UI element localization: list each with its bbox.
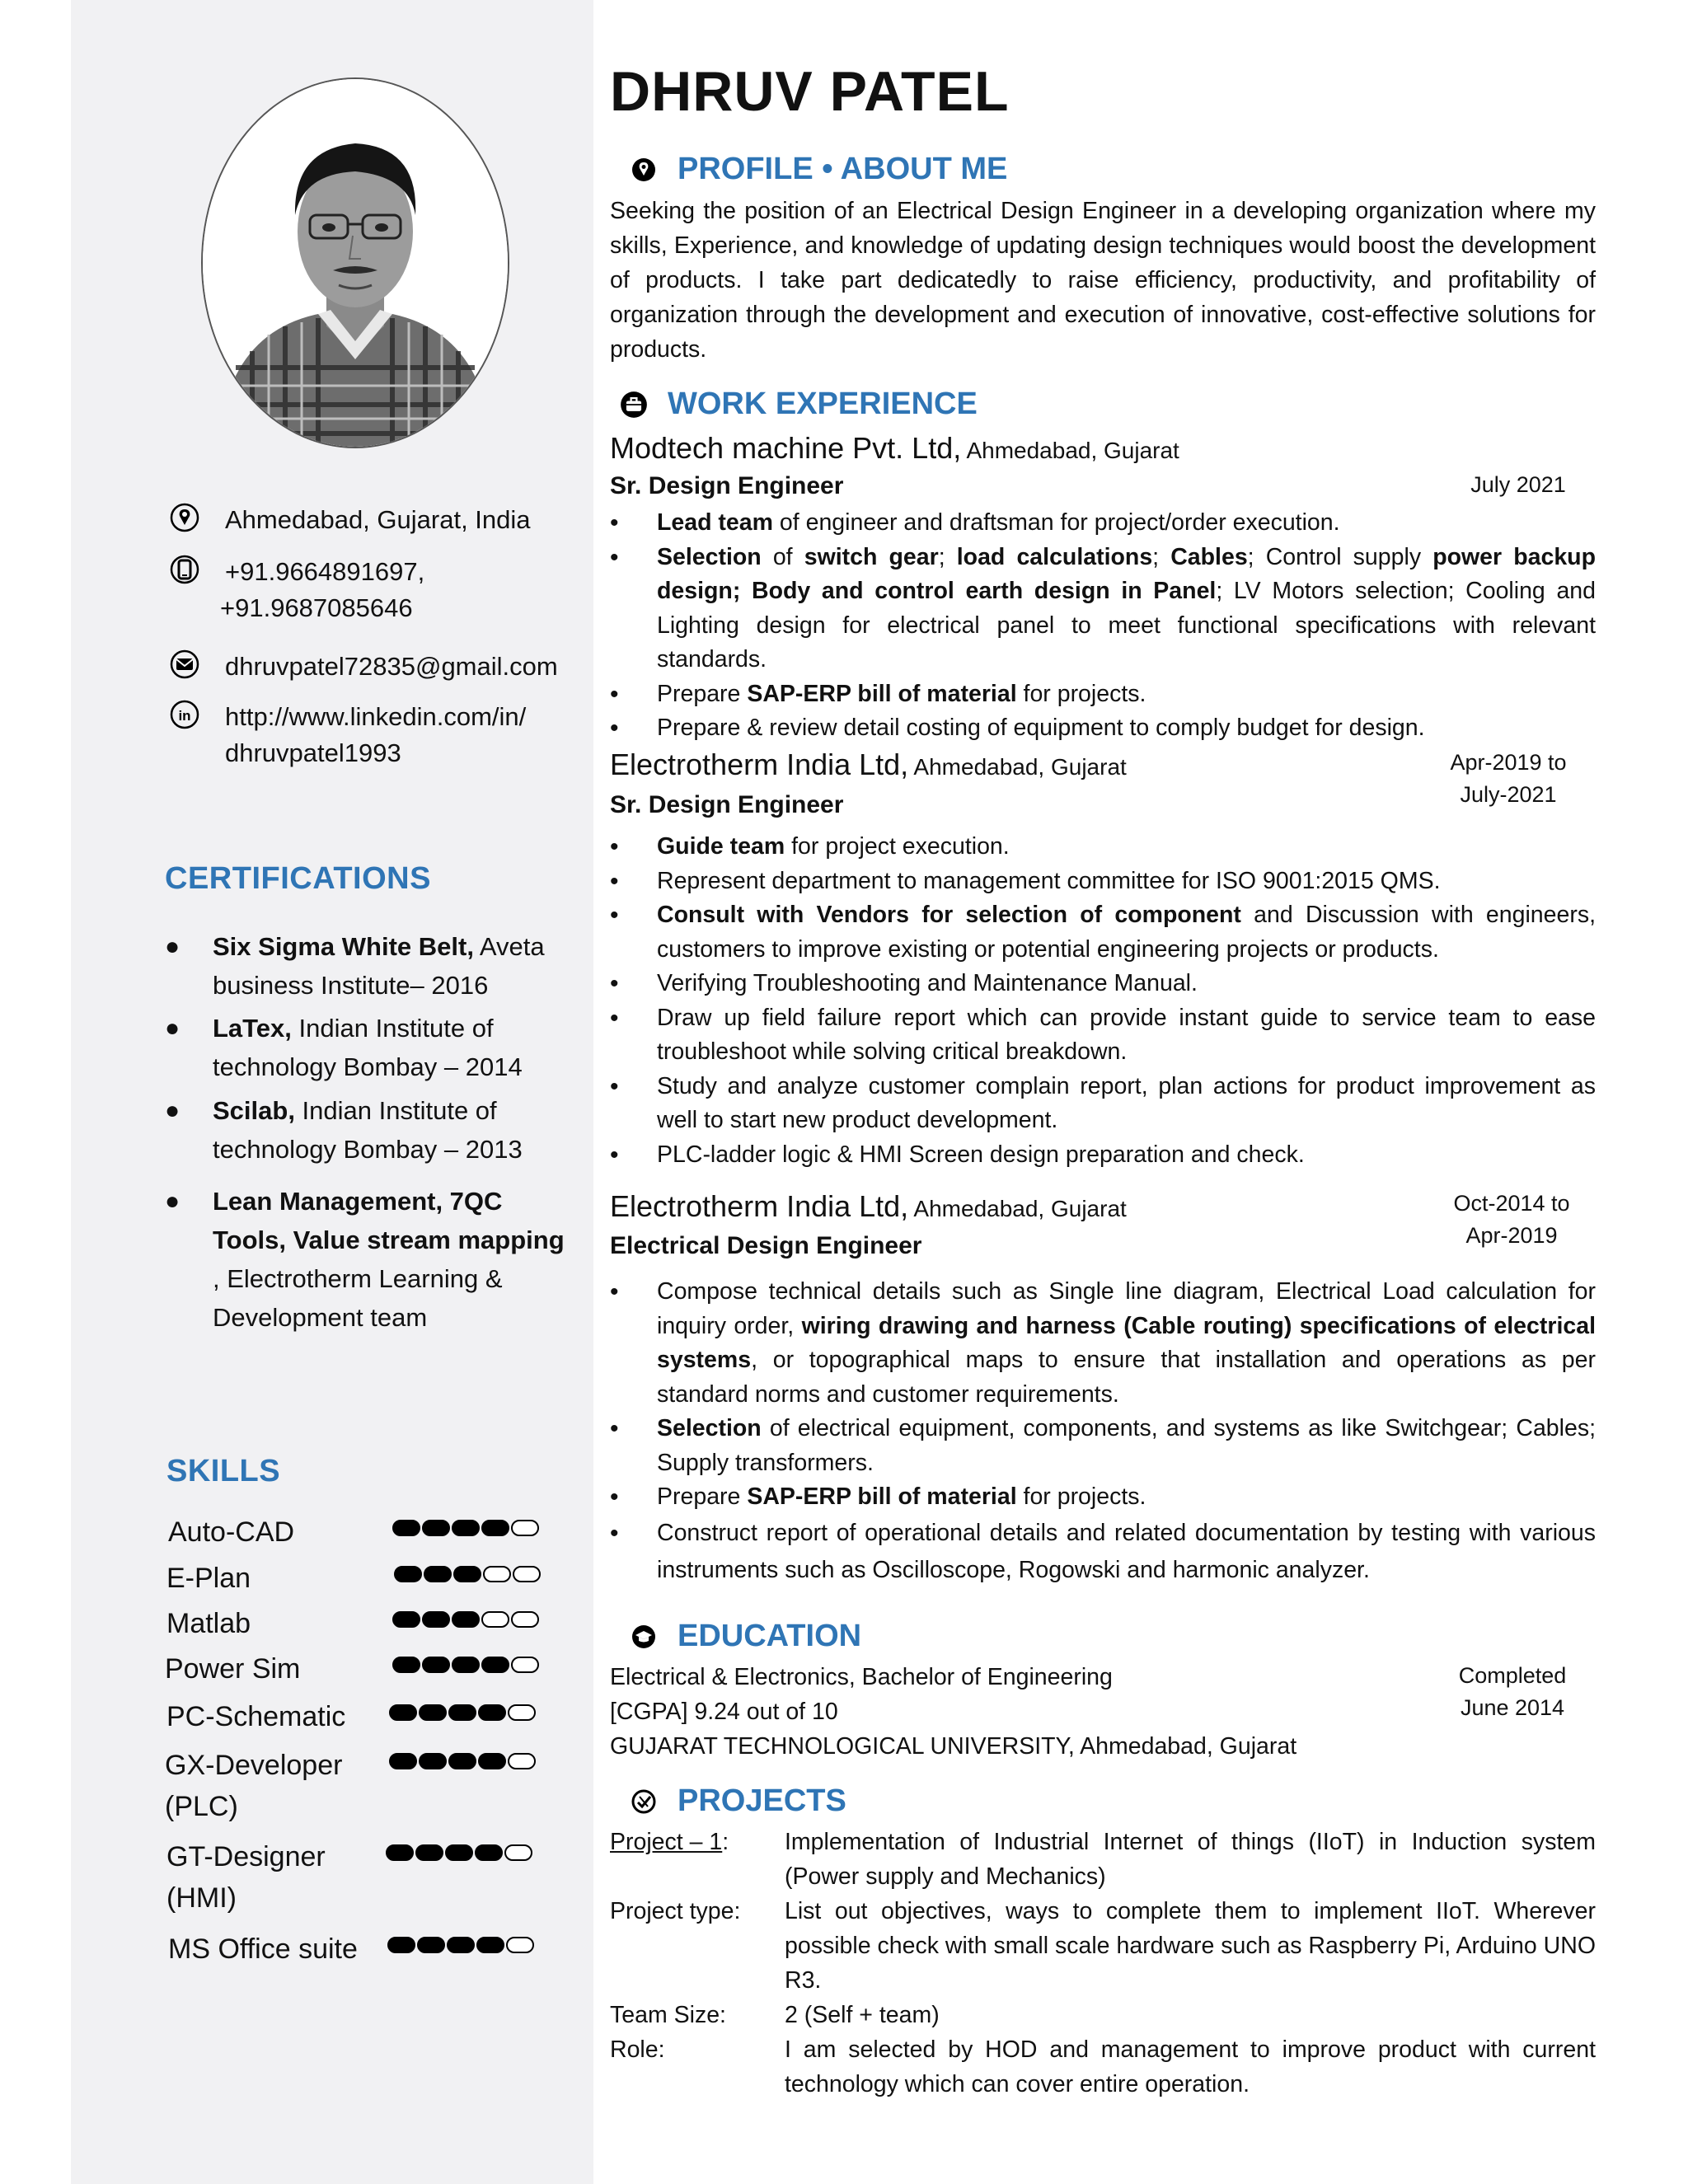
skill-rating	[389, 1704, 536, 1721]
job-date-start: Oct-2014 to	[1453, 1191, 1570, 1216]
list-item: • Prepare & review detail costing of equipment to comply budget for design.	[610, 711, 1596, 746]
rating-pill-empty	[511, 1657, 539, 1673]
list-item: • Consult with Vendors for selection of component and Discussion with engineers, customers to improve existing or potential engineering projects or products.	[610, 898, 1596, 967]
skill-rating	[392, 1611, 539, 1628]
list-item: • Prepare SAP-ERP bill of material for projects.	[610, 677, 1596, 712]
rating-pill-empty	[511, 1520, 539, 1536]
bullet: ●	[165, 1188, 181, 1215]
company-name: Electrotherm India Ltd,	[610, 1189, 909, 1223]
cert-detail: Indian Institute of technology Bombay – 2014	[213, 1014, 523, 1081]
rating-pill-filled	[452, 1520, 480, 1536]
phone-primary[interactable]: +91.9664891697,	[225, 557, 425, 586]
projects-icon	[631, 1789, 656, 1814]
rating-pill-empty	[483, 1566, 511, 1582]
projects-heading	[631, 1783, 846, 1819]
rating-pill-filled	[422, 1611, 450, 1628]
rating-pill-filled	[389, 1704, 417, 1721]
contact-phone	[169, 554, 424, 626]
rating-pill-filled	[447, 1937, 475, 1953]
rating-pill-filled	[392, 1657, 420, 1673]
job-date-end: July-2021	[1460, 782, 1557, 807]
phone-secondary[interactable]: +91.9687085646	[220, 593, 413, 622]
education-date-value: June 2014	[1460, 1695, 1565, 1720]
job-date-end: Apr-2019	[1465, 1223, 1558, 1248]
cert-title: Lean Management, 7QC Tools, Value stream mapping	[213, 1187, 565, 1254]
list-item: • Compose technical details such as Single line diagram, Electrical Load calculation for inquiry order, wiring drawing and harness (Cable routing) specifications of electrical systems, or topographical maps to ensure that installation and operations as per standard norms and customer requirements.	[610, 1275, 1596, 1412]
education-university: GUJARAT TECHNOLOGICAL UNIVERSITY, Ahmedabad, Gujarat	[610, 1733, 1297, 1760]
svg-text:in: in	[178, 708, 191, 724]
job-date	[1434, 747, 1582, 811]
job-date-start: Apr-2019 to	[1450, 750, 1567, 775]
project-label-colon: :	[722, 1829, 729, 1855]
location-pin-icon	[169, 502, 200, 533]
skill-rating	[389, 1753, 536, 1769]
job-date: July 2021	[1470, 472, 1566, 497]
job-bullets	[610, 1275, 1596, 1589]
job-role: Sr. Design Engineer	[610, 472, 844, 499]
education-status: Completed	[1458, 1663, 1567, 1688]
education-heading	[631, 1619, 861, 1654]
education-degree: Electrical & Electronics, Bachelor of Engineering	[610, 1664, 1113, 1690]
rating-pill-empty	[481, 1611, 509, 1628]
briefcase-icon	[620, 391, 648, 419]
rating-pill-filled	[415, 1844, 443, 1861]
education-cgpa: [CGPA] 9.24 out of 10	[610, 1699, 838, 1725]
rating-pill-filled	[419, 1753, 447, 1769]
list-item: • Selection of electrical equipment, components, and systems as like Switchgear; Cables; Supply transformers.	[610, 1412, 1596, 1480]
company-location: Ahmedabad, Gujarat	[908, 1196, 1127, 1221]
skill-name: PC-Schematic	[166, 1701, 346, 1732]
rating-pill-filled	[422, 1657, 450, 1673]
cert-detail: Aveta business Institute– 2016	[213, 932, 545, 1000]
job-role: Sr. Design Engineer	[610, 791, 844, 818]
profile-icon	[631, 157, 656, 182]
rating-pill-filled	[422, 1520, 450, 1536]
job-date	[1437, 1188, 1586, 1252]
job-company	[610, 431, 1179, 466]
rating-pill-filled	[448, 1753, 476, 1769]
company-name: Modtech machine Pvt. Ltd,	[610, 431, 962, 465]
certifications-heading: CERTIFICATIONS	[165, 861, 431, 896]
project-title: Implementation of Industrial Internet of things (IIoT) in Induction system (Power supply and Mechanics)	[785, 1829, 1596, 1890]
role-value: I am selected by HOD and management to improve product with current technology which can cover entire operation.	[785, 2036, 1596, 2097]
education-date	[1438, 1660, 1587, 1724]
rating-pill-filled	[392, 1611, 420, 1628]
skill-name: GT-Designer (HMI)	[166, 1841, 326, 1914]
list-item: • Selection of switch gear; load calculations; Cables; Control supply power backup design; Body and control earth design in Panel; LV Motors selection; Cooling and Lighting design for electrical panel to meet functional specifications with relevant standards.	[610, 541, 1596, 677]
rating-pill-empty	[511, 1611, 539, 1628]
project-type-label: Project type:	[610, 1898, 741, 1924]
skill-rating	[394, 1566, 541, 1582]
rating-pill-filled	[417, 1937, 445, 1953]
rating-pill-filled	[389, 1753, 417, 1769]
role-label: Role:	[610, 2036, 665, 2063]
rating-pill-filled	[448, 1704, 476, 1721]
rating-pill-filled	[419, 1704, 447, 1721]
list-item: • Lead team of engineer and draftsman for project/order execution.	[610, 506, 1596, 541]
job-company	[610, 1189, 1127, 1224]
rating-pill-filled	[424, 1566, 452, 1582]
rating-pill-filled	[453, 1566, 481, 1582]
skill-name: GX-Developer (PLC)	[165, 1750, 343, 1822]
job-role: Electrical Design Engineer	[610, 1232, 922, 1259]
company-location: Ahmedabad, Gujarat	[961, 438, 1179, 463]
rating-pill-filled	[481, 1657, 509, 1673]
job-bullets	[610, 506, 1596, 746]
profile-text: Seeking the position of an Electrical Design Engineer in a developing organization where my skills, Experience, and knowledge of updating design techniques would boost the development of products. I take part dedicatedly to raise efficiency, productivity, and profitability of organization through the development and execution of innovative, cost-effective solutions for products.	[610, 198, 1596, 363]
job-company	[610, 748, 1127, 782]
project-label-text: Project – 1	[610, 1829, 723, 1855]
linkedin-url-line2[interactable]: dhruvpatel1993	[225, 738, 401, 767]
skill-name: MS Office suite	[168, 1933, 358, 1965]
skill-name: E-Plan	[166, 1563, 251, 1594]
project-type-value: List out objectives, ways to complete them to implement IIoT. Wherever possible check with small scale hardware such as Raspberry Pi, Arduino UNO R3.	[785, 1898, 1596, 1994]
job-bullets	[610, 830, 1596, 1172]
company-name: Electrotherm India Ltd,	[610, 748, 909, 781]
skill-rating	[392, 1520, 539, 1536]
bullet: ●	[165, 1097, 181, 1124]
cert-title: Scilab,	[213, 1096, 295, 1125]
list-item: • Construct report of operational details and related documentation by testing with various instruments such as Oscilloscope, Rogowski and harmonic analyzer.	[610, 1515, 1596, 1589]
contact-email	[169, 649, 558, 685]
company-location: Ahmedabad, Gujarat	[908, 754, 1127, 780]
skill-rating	[386, 1844, 532, 1861]
email-icon	[169, 649, 200, 680]
cert-detail: Indian Institute of technology Bombay – 2013	[213, 1096, 523, 1164]
projects-heading-text: PROJECTS	[678, 1783, 846, 1818]
cert-title: Six Sigma White Belt,	[213, 932, 474, 961]
rating-pill-filled	[478, 1753, 506, 1769]
education-heading-text: EDUCATION	[678, 1619, 862, 1653]
work-heading	[620, 387, 978, 422]
rating-pill-filled	[476, 1937, 504, 1953]
rating-pill-filled	[387, 1937, 415, 1953]
candidate-name: DHRUV PATEL	[610, 60, 1010, 123]
list-item: • Study and analyze customer complain report, plan actions for product improvement as well to start new product development.	[610, 1070, 1596, 1138]
linkedin-icon	[169, 699, 200, 730]
rating-pill-empty	[508, 1753, 536, 1769]
project-label	[610, 1825, 729, 1859]
skills-heading: SKILLS	[166, 1454, 281, 1488]
profile-heading	[631, 152, 1007, 187]
profile-heading-text: PROFILE • ABOUT ME	[678, 152, 1008, 186]
rating-pill-filled	[452, 1611, 480, 1628]
linkedin-url-line1[interactable]: http://www.linkedin.com/in/	[225, 702, 527, 731]
skill-rating	[392, 1657, 539, 1673]
cert-title: LaTex,	[213, 1014, 292, 1043]
location-text: Ahmedabad, Gujarat, India	[225, 505, 531, 534]
contact-linkedin	[169, 699, 526, 771]
phone-icon	[169, 554, 200, 585]
skill-name: Power Sim	[165, 1653, 301, 1685]
team-size-label: Team Size:	[610, 2002, 726, 2028]
work-heading-text: WORK EXPERIENCE	[668, 387, 978, 421]
email-text[interactable]: dhruvpatel72835@gmail.com	[225, 652, 558, 681]
bullet: ●	[165, 933, 181, 960]
rating-pill-filled	[478, 1704, 506, 1721]
skill-name: Matlab	[166, 1608, 251, 1639]
rating-pill-filled	[445, 1844, 473, 1861]
rating-pill-empty	[504, 1844, 532, 1861]
rating-pill-empty	[508, 1704, 536, 1721]
team-size-value: 2 (Self + team)	[785, 2002, 940, 2028]
skill-name: Auto-CAD	[168, 1516, 295, 1548]
cert-detail: , Electrotherm Learning & Development team	[213, 1264, 503, 1332]
rating-pill-empty	[506, 1937, 534, 1953]
rating-pill-empty	[513, 1566, 541, 1582]
list-item: • Verifying Troubleshooting and Maintenance Manual.	[610, 967, 1596, 1001]
rating-pill-filled	[394, 1566, 422, 1582]
rating-pill-filled	[452, 1657, 480, 1673]
skill-rating	[387, 1937, 534, 1953]
list-item: • PLC-ladder logic & HMI Screen design preparation and check.	[610, 1138, 1596, 1173]
list-item: • Represent department to management committee for ISO 9001:2015 QMS.	[610, 865, 1596, 899]
list-item: • Guide team for project execution.	[610, 830, 1596, 865]
rating-pill-filled	[386, 1844, 414, 1861]
list-item: • Prepare SAP-ERP bill of material for projects.	[610, 1480, 1596, 1515]
bullet: ●	[165, 1015, 181, 1042]
profile-photo	[201, 77, 509, 448]
list-item: • Draw up field failure report which can provide instant guide to service team to ease troubleshoot while solving critical breakdown.	[610, 1001, 1596, 1070]
rating-pill-filled	[475, 1844, 503, 1861]
contact-location	[169, 502, 531, 538]
rating-pill-filled	[392, 1520, 420, 1536]
graduation-cap-icon	[631, 1624, 656, 1649]
rating-pill-filled	[481, 1520, 509, 1536]
